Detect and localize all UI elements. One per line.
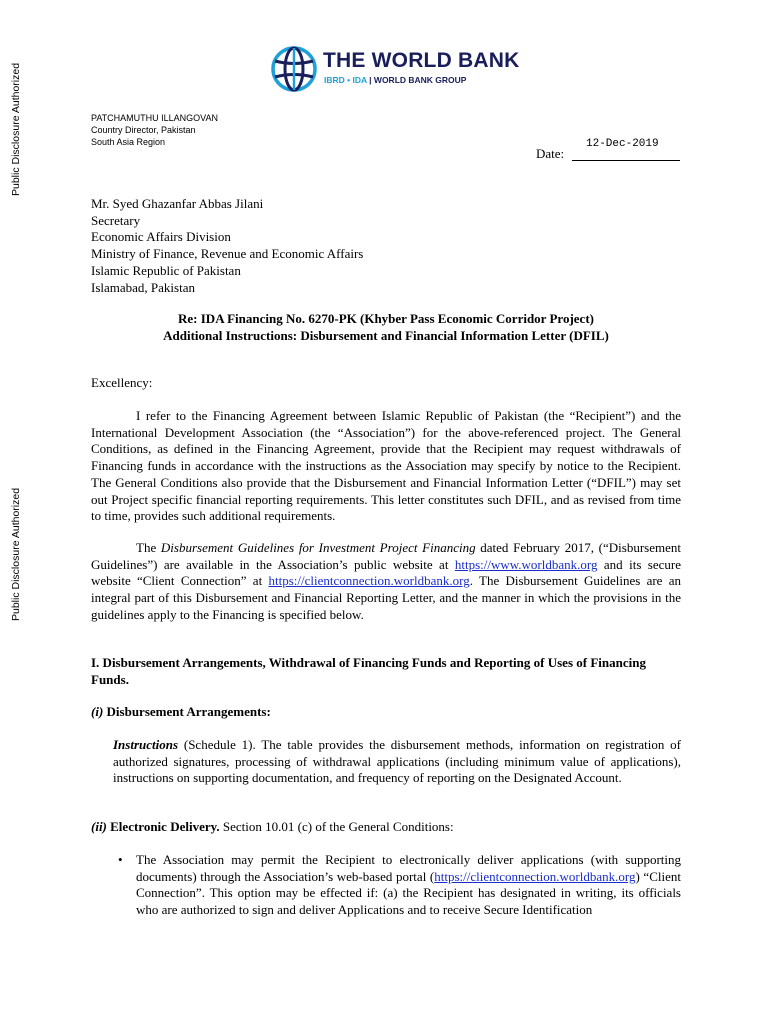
text: The Association may permit the Recipient to electronically deliver applications (with supporting documents) through the Association’s web-based portal (	[136, 852, 681, 884]
date-label: Date:	[536, 146, 565, 161]
sender-region: South Asia Region	[91, 137, 166, 147]
worldbank-link[interactable]: https://www.worldbank.org	[454, 556, 598, 572]
instructions-label: Instructions	[113, 737, 179, 752]
client-connection-link[interactable]: https://clientconnection.worldbank.org	[434, 868, 636, 884]
text: The	[136, 540, 161, 555]
paragraph-guidelines	[91, 540, 681, 624]
addressee-line: Islamic Republic of Pakistan	[91, 262, 241, 278]
instructions-paragraph	[113, 737, 681, 787]
sender-block	[91, 112, 218, 148]
disclosure-stamp: Public Disclosure Authorized	[10, 62, 22, 196]
subsection-number: (i)	[91, 704, 104, 719]
date-field	[536, 138, 681, 164]
instructions-text: (Schedule 1). The table provides the disbursement methods, information on registration of authorized signatures, processing of withdrawal applications (including minimum value of applications), instructions on supporting documentation, and frequency of reporting on the Designated Account.	[113, 737, 681, 786]
text: . The Disbursement Guidelines are an integral part of this Disbursement and Financial Reporting Letter, and the manner in which the provisions in the guidelines apply to the Financing is specified below.	[91, 573, 681, 622]
subsection-heading	[91, 704, 271, 720]
text: ) “Client Connection”. This option may be effected if: (a) the Recipient has designated in writing, its officials who are authorized to sign and deliver Applications and to receive Secure Identification	[136, 868, 681, 918]
subject-line	[91, 311, 681, 344]
section-heading: I. Disbursement Arrangements, Withdrawal of Financing Funds and Reporting of Uses of Financing Funds.	[91, 655, 646, 687]
bullet-icon: •	[118, 852, 123, 867]
subsection-label: Disbursement Arrangements:	[103, 704, 271, 719]
world-bank-logo	[270, 44, 520, 98]
text: dated February 2017, (“Disbursement Guidelines”) are available in the Association’s public website at	[91, 540, 681, 572]
sender-title: Country Director, Pakistan	[91, 125, 196, 135]
bullet-paragraph	[136, 852, 681, 919]
addressee-line: Ministry of Finance, Revenue and Economic Affairs	[91, 246, 364, 262]
text: and its secure website “Client Connection” at	[91, 556, 681, 589]
addressee-line: Islamabad, Pakistan	[91, 279, 195, 295]
paragraph-intro: I refer to the Financing Agreement between Islamic Republic of Pakistan (the “Recipient”) and the International Development Association (the “Association”) for the above-referenced project. The General Conditions, as defined in the Financing Agreement, provide that the Recipient may request withdrawals of Financing funds in accordance with the instructions as the Association may specify by notice to the Recipient. The General Conditions also provide that the Disbursement and Financial Information Letter (“DFIL”) may set out Project specific financial reporting requirements. This letter constitutes such DFIL, and as revised from time to time, provides such additional requirements.	[91, 408, 681, 524]
logo-group: WORLD BANK GROUP	[373, 75, 467, 85]
logo-subtitle	[324, 75, 466, 85]
addressee-block	[91, 196, 363, 296]
subject-line-2: Additional Instructions: Disbursement and Financial Information Letter (DFIL)	[163, 327, 609, 343]
date-underline	[572, 160, 680, 161]
subsection-label: Electronic Delivery.	[106, 819, 220, 834]
salutation: Excellency:	[91, 375, 153, 390]
subsection-text: Section 10.01 (c) of the General Conditions:	[219, 819, 454, 834]
addressee-line: Mr. Syed Ghazanfar Abbas Jilani	[91, 196, 264, 211]
disclosure-stamp: Public Disclosure Authorized	[10, 487, 22, 621]
sender-name: PATCHAMUTHU ILLANGOVAN	[91, 113, 219, 123]
guidelines-title: Disbursement Guidelines for Investment Project Financing	[160, 540, 476, 555]
logo-separator: |	[366, 75, 374, 85]
subsection-heading	[91, 819, 454, 835]
logo-ibrd-ida: IBRD • IDA	[324, 75, 367, 85]
date-value: 12-Dec-2019	[586, 138, 659, 150]
globe-icon	[270, 44, 318, 94]
subject-line-1: Re: IDA Financing No. 6270-PK (Khyber Pass Economic Corridor Project)	[178, 311, 594, 326]
logo-title: THE WORLD BANK	[323, 49, 520, 72]
client-connection-link[interactable]: https://clientconnection.worldbank.org	[268, 573, 470, 589]
addressee-line: Economic Affairs Division	[91, 229, 231, 245]
addressee-line: Secretary	[91, 212, 141, 228]
subsection-number: (ii)	[91, 819, 107, 834]
